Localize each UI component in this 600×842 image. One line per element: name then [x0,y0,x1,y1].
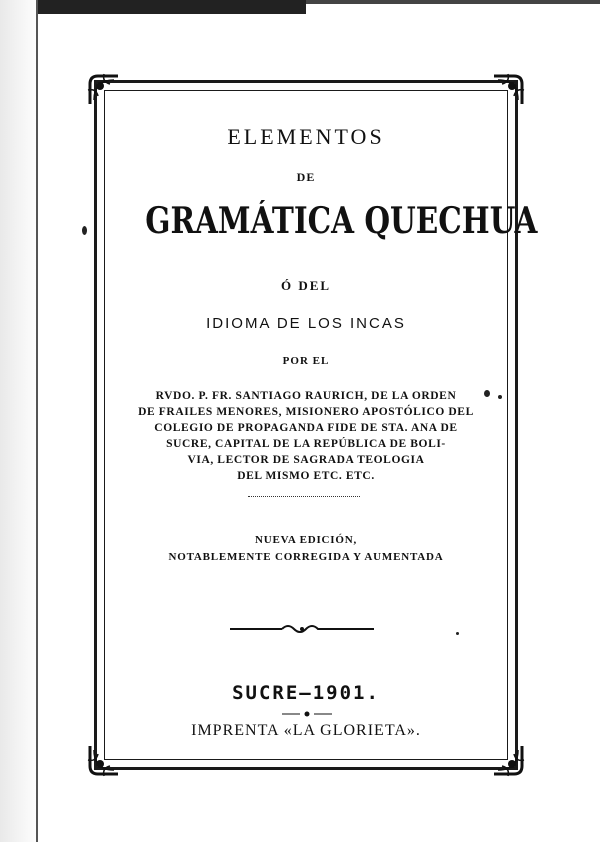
edition-line: NUEVA EDICIÓN, [254,534,358,546]
imprint-printer: IMPRENTA «LA GLORIETA». [191,722,421,739]
scan-top-band-thin [306,0,600,4]
scan-left-shadow [0,0,40,842]
ornamental-corner-icon [84,70,124,110]
author-line: RVDO. P. FR. SANTIAGO RAURICH, DE LA ORDEN [155,390,457,402]
edition-block [104,532,508,566]
title-line-por-el: POR EL [282,355,330,367]
short-dotted-rule [248,496,360,497]
author-line: SUCRE, CAPITAL DE LA REPÚBLICA DE BOLI- [166,438,446,450]
edition-line: NOTABLEMENTE CORREGIDA Y AUMENTADA [168,551,444,563]
ornamental-divider-icon [230,622,374,636]
author-line: DE FRAILES MENORES, MISIONERO APOSTÓLICO DEL [138,406,474,418]
scan-top-band [36,0,306,14]
title-line-elementos: ELEMENTOS [227,124,385,149]
author-block [118,388,494,484]
ornamental-corner-icon [84,740,124,780]
author-line: VIA, LECTOR DE SAGRADA TEOLOGIA [187,454,425,466]
ink-speck [498,395,502,399]
scan-binding-edge [36,0,38,842]
title-line-de: DE [296,170,316,184]
ornamental-corner-icon [488,70,528,110]
ink-speck [456,632,459,635]
title-line-idioma: IDIOMA DE LOS INCAS [206,315,406,332]
ink-speck [484,390,490,397]
ink-speck [82,226,87,235]
ornamental-corner-icon [488,740,528,780]
imprint-place-year: SUCRE—1901. [232,682,380,704]
book-main-title: GRAMÁTICA QUECHUA [145,200,538,242]
title-line-o-del: Ó DEL [280,278,332,293]
author-line: COLEGIO DE PROPAGANDA FIDE DE STA. ANA DE [154,422,458,434]
small-divider-icon [282,710,332,718]
author-line: DEL MISMO ETC. ETC. [237,470,375,482]
